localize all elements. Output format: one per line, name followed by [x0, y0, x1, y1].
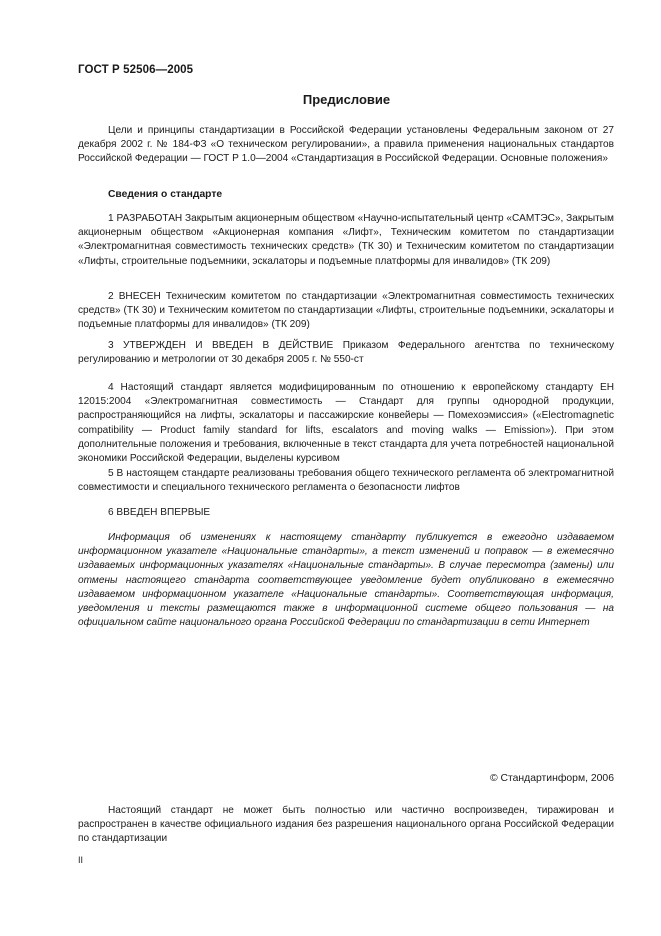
copyright-notice: © Стандартинформ, 2006 [489, 773, 614, 784]
item-5-block [78, 467, 614, 495]
item-4-block [78, 381, 614, 466]
intro-paragraph: Цели и принципы стандартизации в Российской Федерации установлены Федеральным законом от 27 декабря 2002 г. № 184-ФЗ «О техническом регулировании», а правила применения национальных стандартов Российской Федерации — ГОСТ Р 1.0—2004 «Стандартизация в Российской Федерации. Основные положения» [78, 125, 614, 165]
item-2-paragraph: 2 ВНЕСЕН Техническим комитетом по стандартизации «Электромагнитная совместимость технических средств» (ТК 30) и Техническим комитетом по стандартизации «Лифты, строительные подъемники, эскалаторы и подъемные платформы для инвалидов» (ТК 209) [78, 291, 614, 331]
document-code-header: ГОСТ Р 52506—2005 [78, 64, 194, 76]
page-title: Предисловие [302, 92, 391, 107]
section-heading: Сведения о стандарте [108, 189, 223, 200]
item-1-paragraph: 1 РАЗРАБОТАН Закрытым акционерным обществом «Научно-испытательный центр «САМТЭС», Закрытым акционерным обществом «Акционерная компания «Лифт», Техническим комитетом по стандартизации «Электромагнитная совместимость технических средств» (ТК 30) и Техническим комитетом по стандартизации «Лифты, строительные подъемники, эскалаторы и подъемные платформы для инвалидов» (ТК 209) [78, 213, 614, 267]
item-3-block [78, 339, 614, 367]
item-2-block [78, 290, 614, 333]
item-4-paragraph: 4 Настоящий стандарт является модифицированным по отношению к европейскому стандарту ЕН 12015:2004 «Электромагнитная совместимость — Стандарт для группы однородной продукции, распространяющийся на лифты, эскалаторы и пассажирские конвейеры — Помехоэмиссия» («Electromagnetic compatibility — Product family standard for lifts, escalators and moving walks — Emission»). При этом дополнительные положения и требования, включенные в текст стандарта для учета потребностей национальной экономики Российской Федерации, выделены курсивом [78, 382, 614, 465]
page-number: II [78, 855, 84, 865]
intro-paragraph-block [78, 124, 614, 167]
item-1-block [78, 212, 614, 269]
reproduction-notice-paragraph: Настоящий стандарт не может быть полностью или частично воспроизведен, тиражирован и распространен в качестве официального издания без разрешения национального органа Российской Федерации по стандартизации [78, 805, 614, 845]
notice-block [78, 531, 614, 630]
item-6-paragraph: 6 ВВЕДЕН ВПЕРВЫЕ [108, 507, 211, 518]
item-3-paragraph: 3 УТВЕРЖДЕН И ВВЕДЕН В ДЕЙСТВИЕ Приказом Федерального агентства по техническому регулированию и метрологии от 30 декабря 2005 г. № 550-ст [78, 340, 614, 366]
reproduction-notice-block [78, 804, 614, 847]
item-6-block [78, 506, 614, 520]
notice-paragraph: Информация об изменениях к настоящему стандарту публикуется в ежегодно издаваемом информационном указателе «Национальные стандарты», а текст изменений и поправок — в ежемесячно издаваемых информационных указателях «Национальные стандарты». В случае пересмотра (замены) или отмены настоящего стандарта соответствующее уведомление будет опубликовано в ежемесячно издаваемом информационном указателе «Национальные стандарты». Соответствующая информация, уведомления и тексты размещаются также в информационной системе общего пользования — на официальном сайте национального органа Российской Федерации по стандартизации в сети Интернет [78, 532, 614, 629]
item-5-paragraph: 5 В настоящем стандарте реализованы требования общего технического регламента об электромагнитной совместимости и специального технического регламента о безопасности лифтов [78, 468, 614, 494]
